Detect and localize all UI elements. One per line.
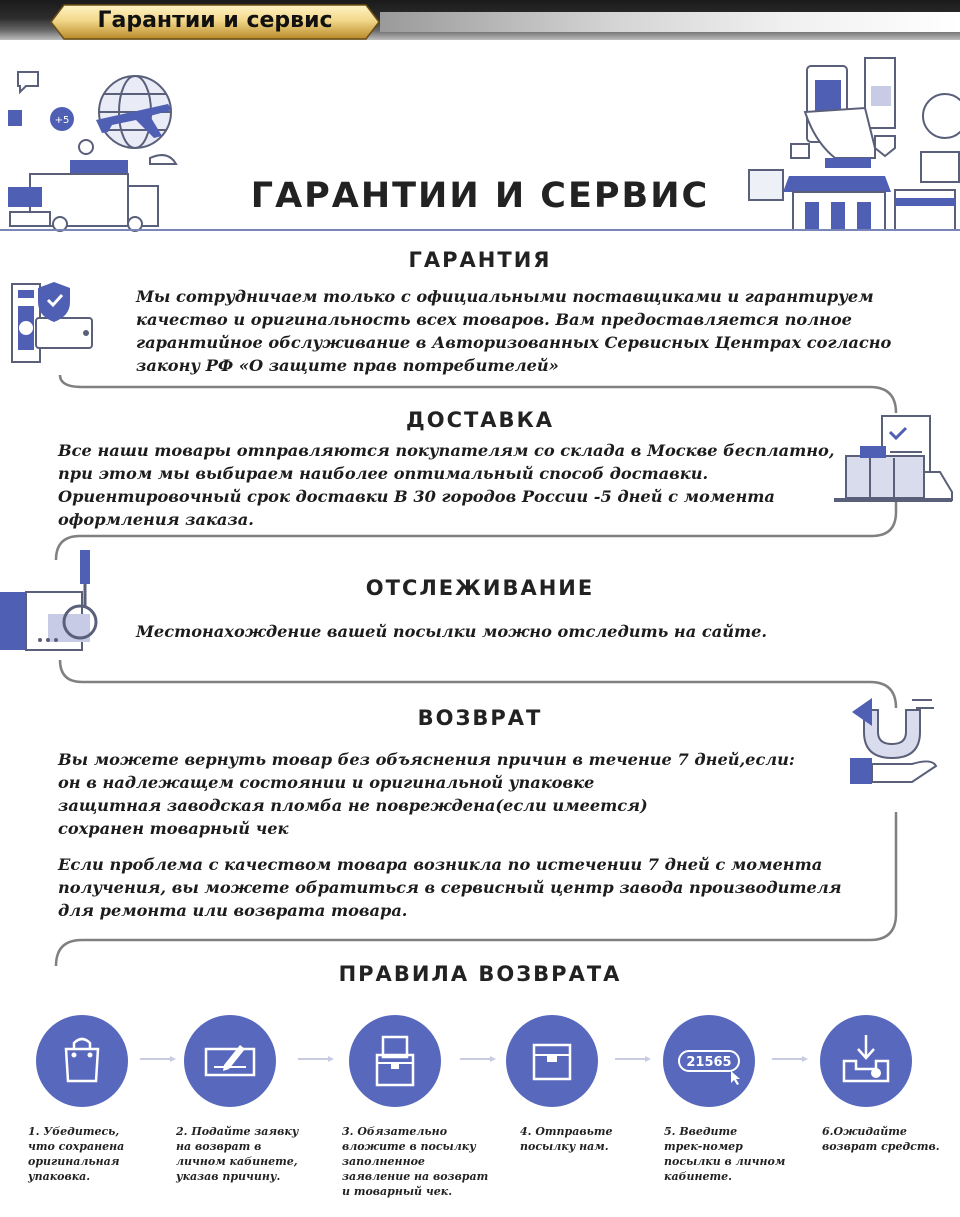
step-caption-line: личном кабинете,	[176, 1155, 298, 1168]
step-caption-line: упаковка.	[28, 1170, 91, 1183]
delivery-line: оформления заказа.	[58, 510, 254, 529]
step-caption-line: 1. Убедитесь,	[28, 1125, 120, 1138]
step-caption-line: посылки в личном	[664, 1155, 786, 1168]
step-3-caption	[342, 1124, 488, 1199]
delivery-line: Все наши товары отправляются покупателям со склада в Москве бесплатно,	[58, 441, 835, 460]
returns-line: Если проблема с качеством товара возникла по истечении 7 дней с момента	[58, 855, 823, 874]
warranty-line: закону РФ «О защите прав потребителей»	[136, 356, 559, 375]
step-caption-line: трек-номер	[664, 1140, 743, 1153]
returns-quality-note	[58, 853, 842, 922]
warranty-text	[136, 285, 891, 377]
returns-line: защитная заводская пломба не повреждена(если имеется)	[58, 796, 648, 815]
step-caption-line: на возврат в	[176, 1140, 262, 1153]
step-6-refund-tray-icon	[820, 1015, 912, 1107]
returns-line: Вы можете вернуть товар без объяснения причин в течение 7 дней,если:	[58, 750, 795, 769]
tracking-text	[136, 620, 767, 643]
warranty-title: ГАРАНТИЯ	[408, 248, 552, 272]
return-arrow-hand-icon	[842, 692, 942, 792]
step-arrow-icon	[298, 1056, 334, 1062]
returns-line: для ремонта или возврата товара.	[58, 901, 408, 920]
tracking-title: ОТСЛЕЖИВАНИЕ	[365, 576, 595, 600]
step-caption-line: возврат средств.	[822, 1140, 940, 1153]
step-caption-line: кабинете.	[664, 1170, 732, 1183]
delivery-truck-icon	[830, 412, 955, 512]
step-arrow-icon	[460, 1056, 496, 1062]
returns-line: он в надлежащем состоянии и оригинальной упаковке	[58, 773, 595, 792]
step-4-parcel-icon	[506, 1015, 598, 1107]
delivery-title: ДОСТАВКА	[406, 408, 554, 432]
returns-conditions	[58, 748, 795, 840]
step-2-caption	[176, 1124, 298, 1184]
step-4-caption	[520, 1124, 612, 1154]
step-caption-line: что сохранена	[28, 1140, 125, 1153]
step-caption-line: указав причину.	[176, 1170, 281, 1183]
warranty-line: качество и оригинальность всех товаров. Вам предоставляется полное	[136, 310, 852, 329]
track-number-sample: 21565	[686, 1055, 732, 1070]
step-caption-line: посылку нам.	[520, 1140, 609, 1153]
step-arrow-icon	[772, 1056, 808, 1062]
delivery-line: Ориентировочный срок доставки В 30 городов России -5 дней с момента	[58, 487, 775, 506]
delivery-text	[58, 439, 834, 531]
step-arrow-icon	[615, 1056, 651, 1062]
step-5-track-number-icon	[663, 1015, 755, 1107]
step-caption-line: оригинальная	[28, 1155, 120, 1168]
step-2-pencil-form-icon	[184, 1015, 276, 1107]
step-caption-line: заполненное	[342, 1155, 425, 1168]
step-5-caption	[664, 1124, 785, 1184]
page-title: ГАРАНТИИ И СЕРВИС	[250, 176, 710, 216]
step-caption-line: 2. Подайте заявку	[176, 1125, 299, 1138]
warranty-shield-icon	[6, 278, 96, 373]
header-badge-label: Гарантии и сервис	[97, 8, 333, 33]
return-rules-title: ПРАВИЛА ВОЗВРАТА	[338, 962, 622, 986]
returns-line: сохранен товарный чек	[58, 819, 289, 838]
step-caption-line: 5. Введите	[664, 1125, 738, 1138]
step-caption-line: 6.Ожидайте	[822, 1125, 907, 1138]
step-arrow-icon	[140, 1056, 176, 1062]
step-6-caption	[822, 1124, 940, 1154]
returns-title: ВОЗВРАТ	[417, 706, 543, 730]
svg-text:+5: +5	[54, 115, 70, 126]
tracking-magnifier-icon	[0, 548, 110, 663]
step-caption-line: 4. Отправьте	[520, 1125, 613, 1138]
step-1-caption	[28, 1124, 124, 1184]
step-3-box-with-document-icon	[349, 1015, 441, 1107]
warranty-line: Мы сотрудничаем только с официальными поставщиками и гарантируем	[136, 287, 874, 306]
step-1-bag-icon	[36, 1015, 128, 1107]
tracking-line: Местонахождение вашей посылки можно отследить на сайте.	[136, 622, 768, 641]
warranty-line: гарантийное обслуживание в Авторизованных Сервисных Центрах согласно	[136, 333, 892, 352]
step-caption-line: вложите в посылку	[342, 1140, 476, 1153]
step-caption-line: и товарный чек.	[342, 1185, 453, 1198]
delivery-line: при этом мы выбираем наиболее оптимальный способ доставки.	[58, 464, 709, 483]
returns-line: получения, вы можете обратиться в сервисный центр завода производителя	[58, 878, 842, 897]
step-caption-line: 3. Обязательно	[342, 1125, 448, 1138]
step-caption-line: заявление на возврат	[342, 1170, 489, 1183]
